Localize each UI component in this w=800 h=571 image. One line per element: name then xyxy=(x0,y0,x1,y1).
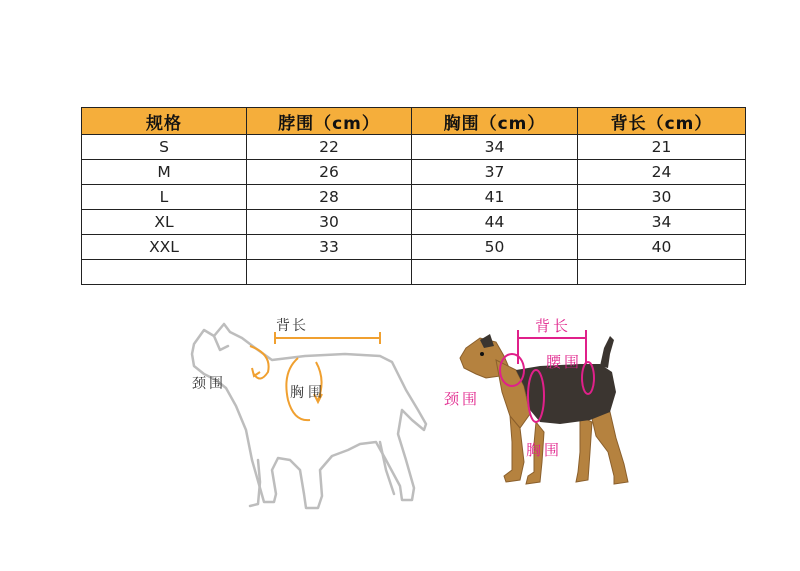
cell-chest: 34 xyxy=(412,135,578,160)
table-row xyxy=(82,235,746,260)
cell-neck: 30 xyxy=(247,210,412,235)
dog-eye xyxy=(480,352,484,356)
photo-back-length-label: 背长 xyxy=(535,317,572,335)
neck-label: 颈围 xyxy=(192,376,226,392)
cell-back-length xyxy=(578,260,746,285)
cell-neck: 22 xyxy=(247,135,412,160)
dog-photo-diagram xyxy=(440,312,640,497)
cell-neck: 26 xyxy=(247,160,412,185)
table-row xyxy=(82,210,746,235)
cell-chest: 41 xyxy=(412,185,578,210)
cell-neck: 28 xyxy=(247,185,412,210)
cell-size: XL xyxy=(82,210,247,235)
cell-back-length: 21 xyxy=(578,135,746,160)
header-back-length: 背长（cm） xyxy=(578,108,746,135)
cell-size: XXL xyxy=(82,235,247,260)
chest-label: 胸围 xyxy=(290,385,326,401)
table-row xyxy=(82,185,746,210)
table-row-empty xyxy=(82,260,746,285)
cell-chest: 50 xyxy=(412,235,578,260)
cell-back-length: 30 xyxy=(578,185,746,210)
cell-back-length: 40 xyxy=(578,235,746,260)
dog-outline xyxy=(192,324,426,508)
cell-size: L xyxy=(82,185,247,210)
cell-chest: 44 xyxy=(412,210,578,235)
header-neck: 脖围（cm） xyxy=(247,108,412,135)
header-row xyxy=(82,108,746,135)
back-length-label: 背长 xyxy=(276,318,308,334)
header-chest: 胸围（cm） xyxy=(412,108,578,135)
dog-outline-diagram xyxy=(180,310,440,525)
photo-waist-label: 腰围 xyxy=(546,353,583,371)
table-row xyxy=(82,160,746,185)
cell-back-length: 24 xyxy=(578,160,746,185)
dog-outline-drawing xyxy=(180,310,440,525)
photo-neck-label: 颈围 xyxy=(444,390,481,408)
photo-chest-label: 胸围 xyxy=(526,441,563,459)
cell-size: M xyxy=(82,160,247,185)
header-size: 规格 xyxy=(82,108,247,135)
cell-chest: 37 xyxy=(412,160,578,185)
table-row xyxy=(82,135,746,160)
cell-size: S xyxy=(82,135,247,160)
cell-chest xyxy=(412,260,578,285)
cell-neck xyxy=(247,260,412,285)
cell-neck: 33 xyxy=(247,235,412,260)
cell-back-length: 34 xyxy=(578,210,746,235)
measure-markers xyxy=(250,332,380,420)
size-chart-table xyxy=(81,107,746,285)
dog-tail xyxy=(600,336,614,368)
cell-size xyxy=(82,260,247,285)
